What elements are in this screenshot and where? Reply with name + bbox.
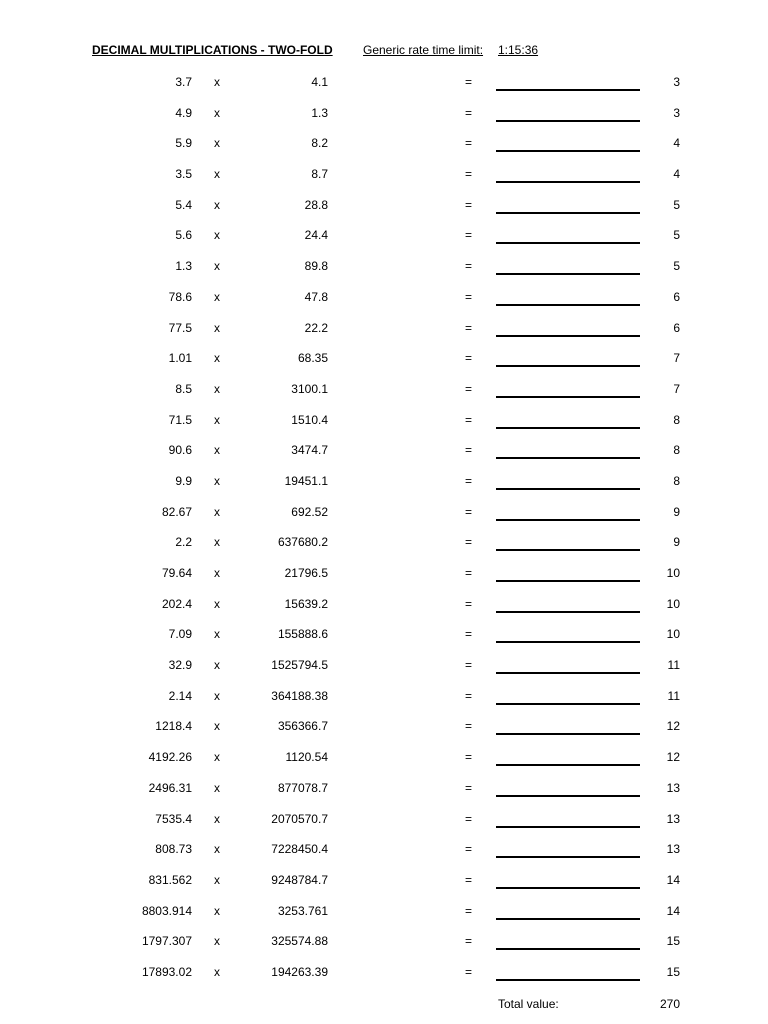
problem-row	[0, 649, 768, 680]
problem-row	[0, 588, 768, 619]
equals-sign: =	[465, 351, 473, 366]
equals-sign: =	[465, 504, 473, 519]
equals-sign: =	[465, 259, 473, 274]
problem-row	[0, 281, 768, 312]
problem-list	[0, 66, 768, 987]
problem-row	[0, 557, 768, 588]
equals-sign: =	[465, 627, 473, 642]
total-label: Total value:	[498, 997, 559, 1011]
multiplier: 9248784.7	[271, 872, 328, 887]
answer-blank[interactable]	[496, 181, 640, 183]
equals-sign: =	[465, 596, 473, 611]
multiplicand: 3.7	[175, 75, 192, 89]
point-value: 9	[673, 504, 680, 519]
point-value: 7	[673, 381, 680, 396]
multiplicand: 202.4	[161, 596, 192, 611]
multiply-sign: x	[214, 167, 220, 182]
point-value: 6	[673, 289, 680, 304]
multiplier: 47.8	[304, 289, 328, 304]
answer-blank[interactable]	[496, 427, 640, 429]
answer-blank[interactable]	[496, 304, 640, 306]
multiplicand: 4192.26	[148, 750, 192, 765]
problem-row	[0, 404, 768, 435]
multiplicand: 5.6	[175, 228, 192, 243]
answer-blank[interactable]	[496, 887, 640, 889]
problem-row	[0, 189, 768, 220]
equals-sign: =	[465, 872, 473, 887]
multiplier: 3474.7	[291, 443, 328, 458]
problem-row	[0, 66, 768, 97]
point-value: 12	[666, 750, 680, 765]
equals-sign: =	[465, 197, 473, 212]
multiply-sign: x	[214, 75, 220, 89]
point-value: 15	[666, 964, 680, 979]
multiplier: 1525794.5	[271, 658, 328, 673]
multiply-sign: x	[214, 596, 220, 611]
multiplicand: 4.9	[175, 105, 192, 120]
time-limit-label: Generic rate time limit:	[363, 43, 484, 57]
equals-sign: =	[465, 750, 473, 765]
multiply-sign: x	[214, 228, 220, 243]
problem-row	[0, 465, 768, 496]
multiplier: 2070570.7	[271, 811, 328, 826]
point-value: 13	[666, 780, 680, 795]
answer-blank[interactable]	[496, 242, 640, 244]
point-value: 6	[673, 320, 680, 335]
point-value: 14	[666, 872, 680, 887]
point-value: 10	[666, 596, 680, 611]
multiplier: 68.35	[297, 351, 328, 366]
multiplicand: 1.3	[175, 259, 192, 274]
multiplicand: 9.9	[175, 473, 192, 488]
multiply-sign: x	[214, 136, 220, 151]
problem-row	[0, 373, 768, 404]
equals-sign: =	[465, 566, 473, 580]
multiplier: 7228450.4	[271, 842, 328, 857]
worksheet-title: DECIMAL MULTIPLICATIONS - TWO-FOLD	[92, 43, 333, 57]
problem-row	[0, 618, 768, 649]
problem-row	[0, 127, 768, 158]
problem-row	[0, 803, 768, 834]
multiply-sign: x	[214, 903, 220, 918]
multiplier: 3253.761	[277, 903, 328, 918]
multiplier: 364188.38	[271, 688, 328, 703]
multiplier: 356366.7	[277, 719, 328, 734]
multiply-sign: x	[214, 934, 220, 949]
problem-row	[0, 772, 768, 803]
point-value: 9	[673, 535, 680, 550]
equals-sign: =	[465, 381, 473, 396]
multiplicand: 3.5	[175, 167, 192, 182]
equals-sign: =	[465, 412, 473, 427]
answer-blank[interactable]	[496, 519, 640, 521]
equals-sign: =	[465, 289, 473, 304]
point-value: 11	[667, 688, 680, 703]
multiplier: 21796.5	[284, 566, 328, 580]
multiply-sign: x	[214, 658, 220, 673]
point-value: 12	[666, 719, 680, 734]
equals-sign: =	[465, 228, 473, 243]
point-value: 8	[673, 412, 680, 427]
multiply-sign: x	[214, 351, 220, 366]
equals-sign: =	[465, 719, 473, 734]
problem-row	[0, 526, 768, 557]
multiplicand: 808.73	[155, 842, 192, 857]
problem-row	[0, 342, 768, 373]
equals-sign: =	[465, 934, 473, 949]
equals-sign: =	[465, 842, 473, 857]
answer-blank[interactable]	[496, 549, 640, 551]
multiplicand: 2.14	[168, 688, 192, 703]
multiplicand: 1797.307	[141, 934, 192, 949]
answer-blank[interactable]	[496, 488, 640, 490]
problem-row	[0, 496, 768, 527]
equals-sign: =	[465, 473, 473, 488]
multiplier: 325574.88	[271, 934, 328, 949]
multiplicand: 90.6	[168, 443, 192, 458]
point-value: 5	[673, 228, 680, 243]
multiplicand: 1.01	[168, 351, 192, 366]
answer-blank[interactable]	[496, 641, 640, 643]
answer-blank[interactable]	[496, 150, 640, 152]
answer-blank[interactable]	[496, 120, 640, 122]
multiply-sign: x	[214, 320, 220, 335]
multiply-sign: x	[214, 750, 220, 765]
point-value: 5	[673, 197, 680, 212]
multiplier: 155888.6	[277, 627, 328, 642]
point-value: 11	[667, 658, 680, 673]
multiply-sign: x	[214, 412, 220, 427]
multiplicand: 32.9	[168, 658, 192, 673]
multiply-sign: x	[214, 473, 220, 488]
multiplicand: 82.67	[161, 504, 192, 519]
multiply-sign: x	[214, 105, 220, 120]
answer-blank[interactable]	[496, 948, 640, 950]
answer-blank[interactable]	[496, 273, 640, 275]
equals-sign: =	[465, 320, 473, 335]
answer-blank[interactable]	[496, 396, 640, 398]
point-value: 4	[673, 136, 680, 151]
multiply-sign: x	[214, 627, 220, 642]
equals-sign: =	[465, 811, 473, 826]
answer-blank[interactable]	[496, 335, 640, 337]
multiply-sign: x	[214, 964, 220, 979]
multiplicand: 78.6	[168, 289, 192, 304]
answer-blank[interactable]	[496, 764, 640, 766]
multiplier: 877078.7	[277, 780, 328, 795]
problem-row	[0, 895, 768, 926]
multiplicand: 79.64	[161, 566, 192, 580]
multiply-sign: x	[214, 443, 220, 458]
multiplicand: 17893.02	[141, 964, 192, 979]
problem-row	[0, 833, 768, 864]
answer-blank[interactable]	[496, 611, 640, 613]
point-value: 4	[673, 167, 680, 182]
multiply-sign: x	[214, 842, 220, 857]
multiplier: 1510.4	[291, 412, 328, 427]
problem-row	[0, 434, 768, 465]
multiply-sign: x	[214, 780, 220, 795]
multiply-sign: x	[214, 688, 220, 703]
multiplier: 8.2	[311, 136, 328, 151]
multiplier: 637680.2	[277, 535, 328, 550]
point-value: 14	[666, 903, 680, 918]
multiply-sign: x	[214, 719, 220, 734]
answer-blank[interactable]	[496, 826, 640, 828]
answer-blank[interactable]	[496, 795, 640, 797]
multiply-sign: x	[214, 504, 220, 519]
multiplicand: 5.4	[175, 197, 192, 212]
problem-row	[0, 680, 768, 711]
answer-blank[interactable]	[496, 212, 640, 214]
multiplicand: 7.09	[168, 627, 192, 642]
answer-blank[interactable]	[496, 672, 640, 674]
answer-blank[interactable]	[496, 918, 640, 920]
point-value: 10	[666, 627, 680, 642]
multiply-sign: x	[214, 872, 220, 887]
equals-sign: =	[465, 964, 473, 979]
multiplicand: 1218.4	[155, 719, 192, 734]
equals-sign: =	[465, 688, 473, 703]
answer-blank[interactable]	[496, 856, 640, 858]
time-limit-value: 1:15:36	[498, 43, 539, 57]
point-value: 8	[673, 473, 680, 488]
point-value: 8	[673, 443, 680, 458]
answer-blank[interactable]	[496, 89, 640, 91]
multiplicand: 2496.31	[148, 780, 192, 795]
multiplier: 22.2	[304, 320, 328, 335]
equals-sign: =	[465, 167, 473, 182]
point-value: 5	[673, 259, 680, 274]
answer-blank[interactable]	[496, 979, 640, 981]
multiply-sign: x	[214, 289, 220, 304]
problem-row	[0, 97, 768, 128]
point-value: 13	[666, 811, 680, 826]
problem-row	[0, 158, 768, 189]
point-value: 10	[666, 566, 680, 580]
multiplier: 3100.1	[291, 381, 328, 396]
multiplicand: 5.9	[175, 136, 192, 151]
equals-sign: =	[465, 443, 473, 458]
equals-sign: =	[465, 105, 473, 120]
multiplier: 28.8	[304, 197, 328, 212]
multiplicand: 77.5	[168, 320, 192, 335]
multiply-sign: x	[214, 535, 220, 550]
multiplier: 89.8	[304, 259, 328, 274]
multiplicand: 831.562	[148, 872, 192, 887]
multiplier: 4.1	[311, 75, 328, 89]
multiply-sign: x	[214, 259, 220, 274]
equals-sign: =	[465, 136, 473, 151]
equals-sign: =	[465, 658, 473, 673]
multiplicand: 8.5	[175, 381, 192, 396]
point-value: 15	[666, 934, 680, 949]
multiply-sign: x	[214, 381, 220, 396]
multiplier: 1120.54	[285, 750, 328, 765]
multiplier: 24.4	[304, 228, 328, 243]
equals-sign: =	[465, 903, 473, 918]
problem-row	[0, 864, 768, 895]
problem-row	[0, 710, 768, 741]
problem-row	[0, 250, 768, 281]
multiplier: 15639.2	[284, 596, 328, 611]
equals-sign: =	[465, 780, 473, 795]
multiplicand: 7535.4	[155, 811, 192, 826]
answer-blank[interactable]	[496, 365, 640, 367]
answer-blank[interactable]	[496, 733, 640, 735]
multiply-sign: x	[214, 566, 220, 580]
problem-row	[0, 219, 768, 250]
point-value: 3	[673, 105, 680, 120]
answer-blank[interactable]	[496, 580, 640, 582]
equals-sign: =	[465, 535, 473, 550]
point-value: 3	[673, 75, 680, 89]
equals-sign: =	[465, 75, 473, 89]
multiplicand: 2.2	[175, 535, 192, 550]
answer-blank[interactable]	[496, 703, 640, 705]
problem-row	[0, 925, 768, 956]
answer-blank[interactable]	[496, 457, 640, 459]
multiplier: 194263.39	[271, 964, 328, 979]
problem-row	[0, 741, 768, 772]
multiplier: 19451.1	[284, 473, 328, 488]
multiplier: 1.3	[311, 105, 328, 120]
multiplicand: 8803.914	[141, 903, 192, 918]
problem-row	[0, 956, 768, 987]
point-value: 13	[666, 842, 680, 857]
multiplier: 692.52	[291, 504, 328, 519]
multiply-sign: x	[214, 197, 220, 212]
multiply-sign: x	[214, 811, 220, 826]
multiplier: 8.7	[311, 167, 328, 182]
multiplicand: 71.5	[168, 412, 192, 427]
point-value: 7	[673, 351, 680, 366]
problem-row	[0, 312, 768, 343]
total-value: 270	[659, 997, 680, 1011]
